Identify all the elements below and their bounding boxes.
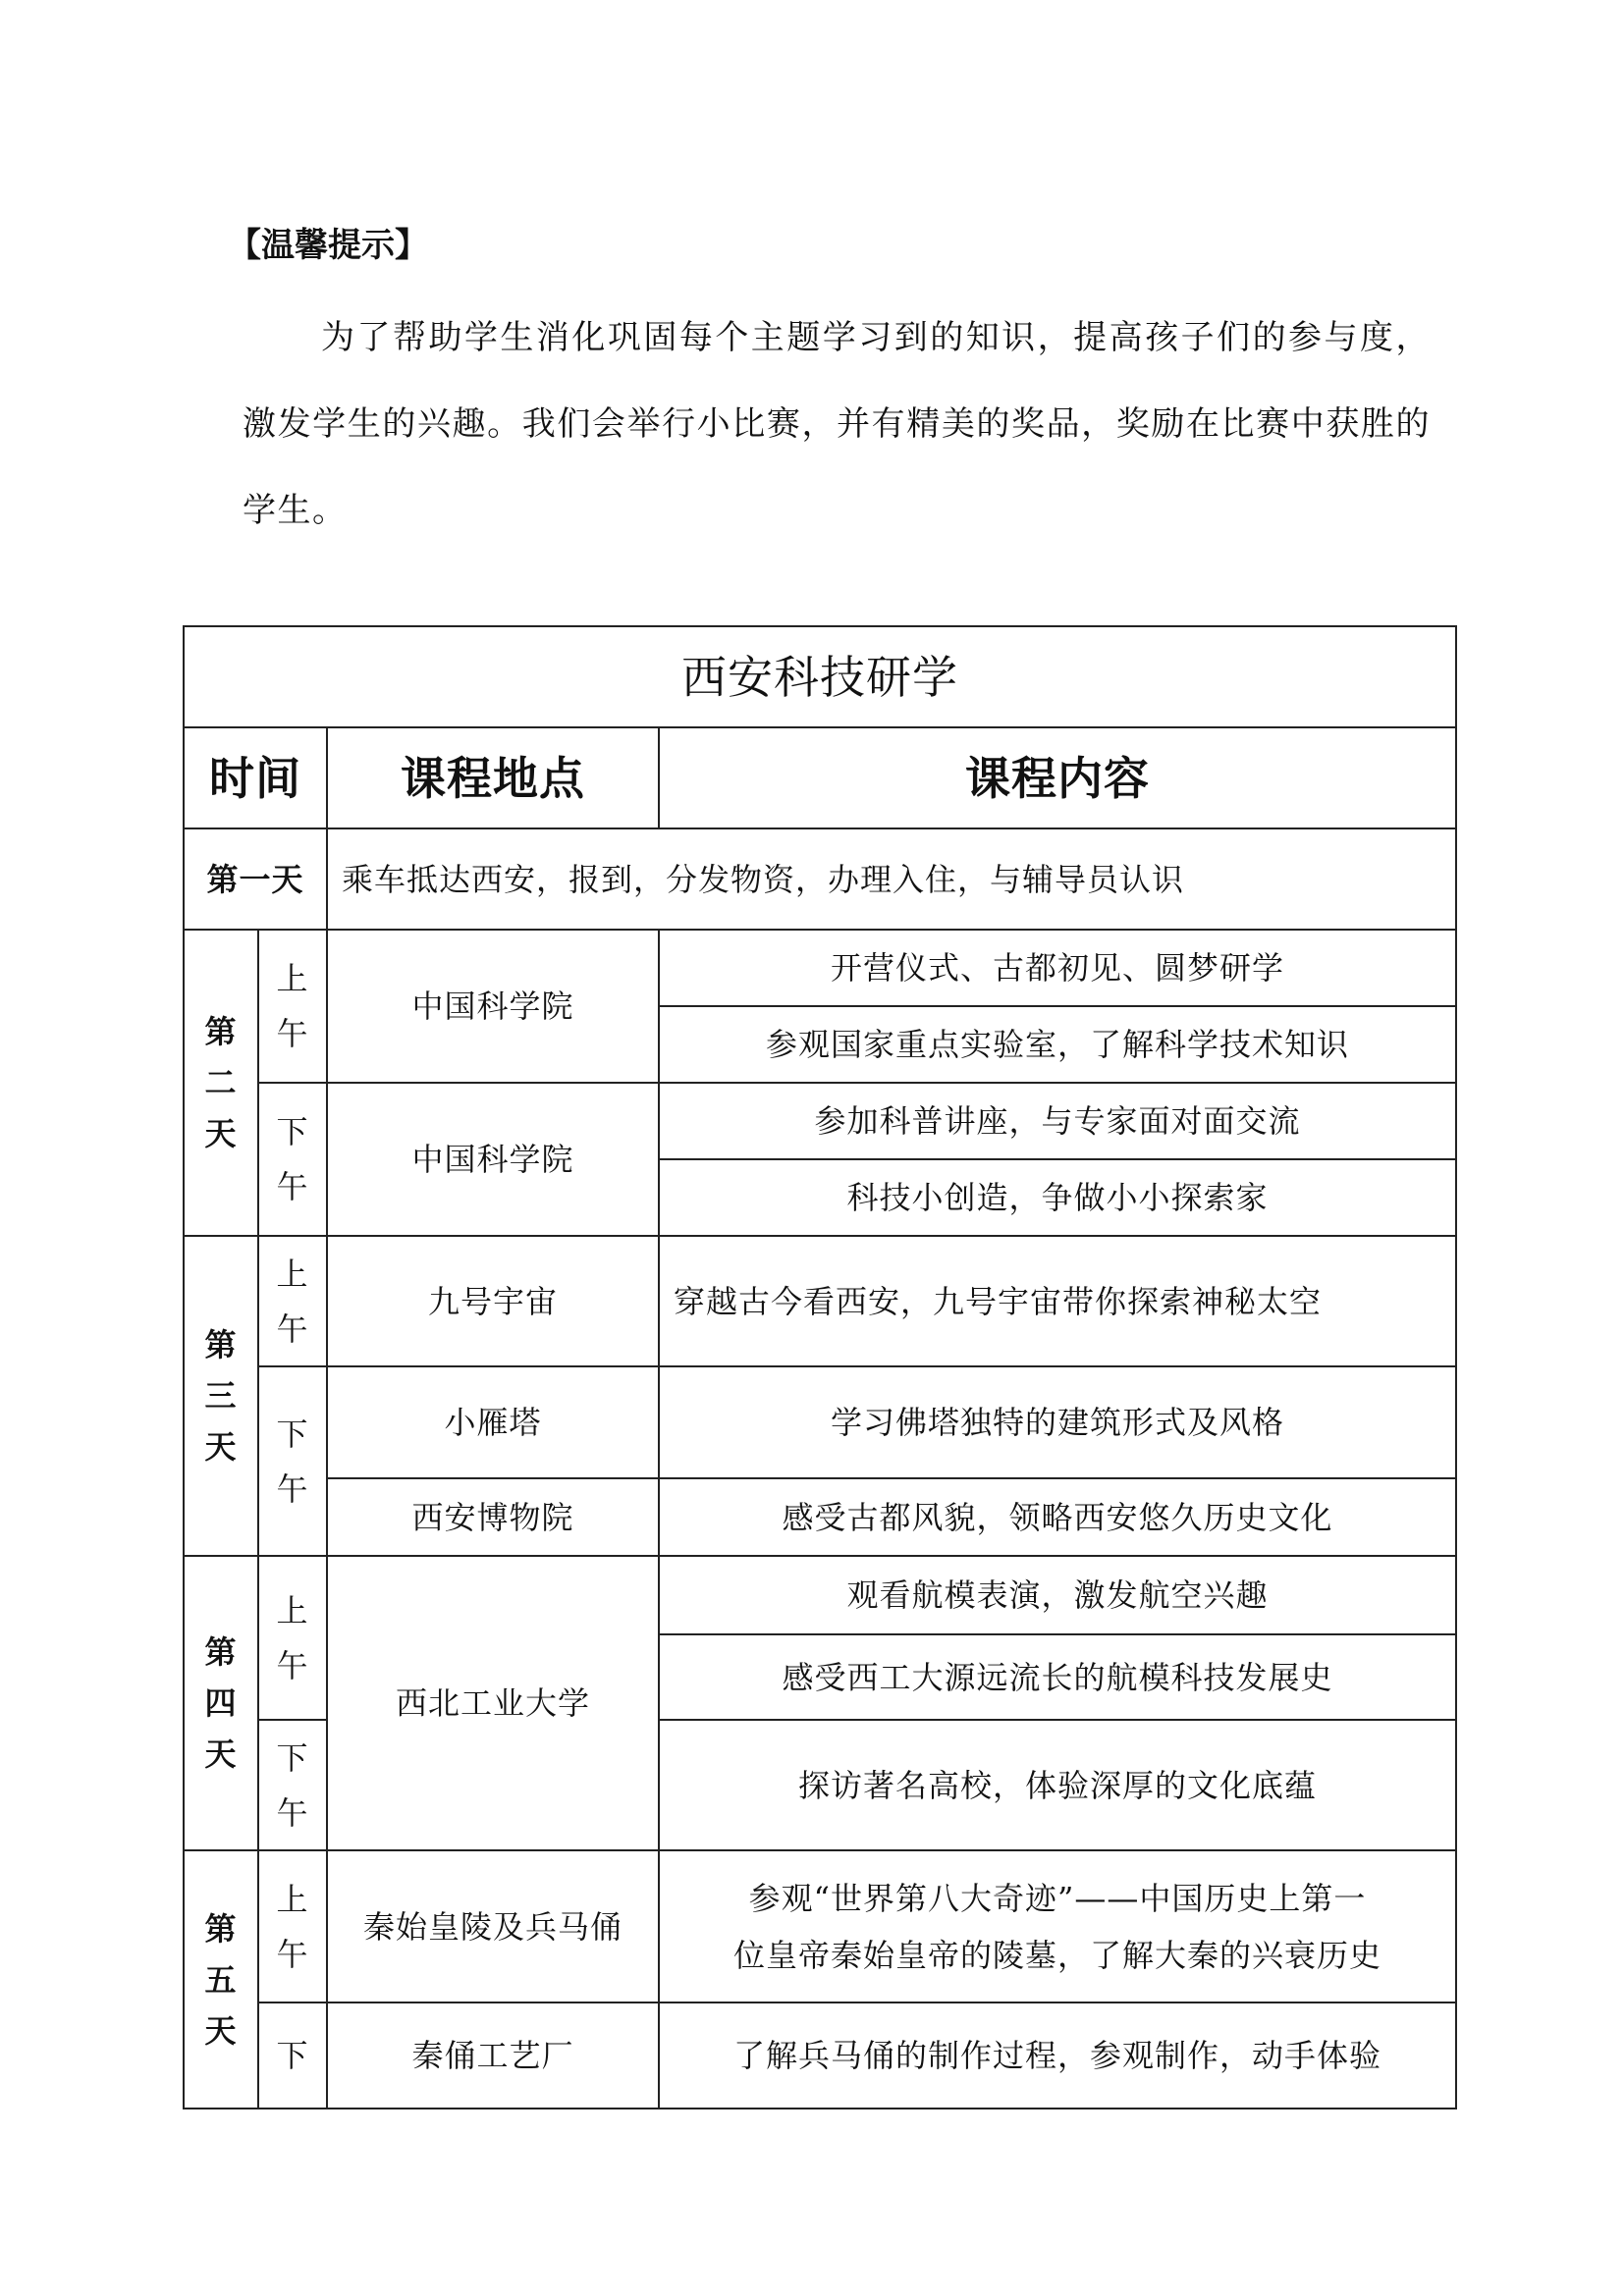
table-row	[184, 1850, 1456, 2002]
content-line: 位皇帝秦始皇帝的陵墓，了解大秦的兴衰历史	[732, 1936, 1381, 1974]
course-content: 观看航模表演，激发航空兴趣	[659, 1556, 1456, 1634]
day-label: 第 二 天	[184, 930, 258, 1236]
tips-paragraph: 为了帮助学生消化巩固每个主题学习到的知识，提高孩子们的参与度，激发学生的兴趣。我们会举行小比赛，并有精美的奖品，奖励在比赛中获胜的学生。	[243, 318, 1431, 530]
table-row	[184, 1478, 1456, 1556]
half-day-label: 上 午	[258, 1236, 327, 1366]
half-day-label: 上 午	[258, 930, 327, 1083]
tips-heading: 【温馨提示】	[228, 226, 428, 265]
course-content: 开营仪式、古都初见、圆梦研学	[659, 930, 1456, 1006]
header-time: 时间	[184, 727, 327, 828]
half-day-label: 下 午	[258, 1366, 327, 1556]
half-day-label: 下	[258, 2002, 327, 2109]
day-label: 第 四 天	[184, 1556, 258, 1850]
course-content: 了解兵马俑的制作过程，参观制作，动手体验	[659, 2002, 1456, 2109]
table-title: 西安科技研学	[184, 626, 1456, 727]
course-location: 九号宇宙	[327, 1236, 659, 1366]
course-location: 秦俑工艺厂	[327, 2002, 659, 2109]
table-row	[184, 1236, 1456, 1366]
course-content: 感受古都风貌，领略西安悠久历史文化	[659, 1478, 1456, 1556]
course-content	[659, 1850, 1456, 2002]
course-content: 探访著名高校，体验深厚的文化底蕴	[659, 1720, 1456, 1850]
half-day-label: 上 午	[258, 1556, 327, 1720]
course-content: 感受西工大源远流长的航模科技发展史	[659, 1634, 1456, 1720]
table-row	[184, 1083, 1456, 1159]
table-row	[184, 828, 1456, 930]
day-label: 第一天	[184, 828, 327, 930]
table-title-row	[184, 626, 1456, 727]
course-location: 秦始皇陵及兵马俑	[327, 1850, 659, 2002]
table-row	[184, 930, 1456, 1006]
day-label: 第 三 天	[184, 1236, 258, 1556]
day-label: 第 五 天	[184, 1850, 258, 2109]
course-content: 科技小创造，争做小小探索家	[659, 1159, 1456, 1236]
course-content: 参加科普讲座，与专家面对面交流	[659, 1083, 1456, 1159]
course-content: 参观国家重点实验室，了解科学技术知识	[659, 1006, 1456, 1083]
half-day-label: 下 午	[258, 1720, 327, 1850]
half-day-label: 下 午	[258, 1083, 327, 1236]
header-location: 课程地点	[327, 727, 659, 828]
course-content: 穿越古今看西安，九号宇宙带你探索神秘太空	[659, 1236, 1456, 1366]
course-location: 中国科学院	[327, 930, 659, 1083]
course-location: 中国科学院	[327, 1083, 659, 1236]
table-row	[184, 1556, 1456, 1634]
schedule-table	[183, 625, 1457, 2109]
course-content: 学习佛塔独特的建筑形式及风格	[659, 1366, 1456, 1478]
header-content: 课程内容	[659, 727, 1456, 828]
course-location: 西北工业大学	[327, 1556, 659, 1850]
table-row	[184, 2002, 1456, 2109]
course-location: 小雁塔	[327, 1366, 659, 1478]
table-row	[184, 1366, 1456, 1478]
course-content: 乘车抵达西安，报到，分发物资，办理入住，与辅导员认识	[327, 828, 1456, 930]
course-location: 西安博物院	[327, 1478, 659, 1556]
content-line: 参观“世界第八大奇迹”——中国历史上第一	[748, 1879, 1367, 1917]
header-row	[184, 727, 1456, 828]
half-day-label: 上 午	[258, 1850, 327, 2002]
